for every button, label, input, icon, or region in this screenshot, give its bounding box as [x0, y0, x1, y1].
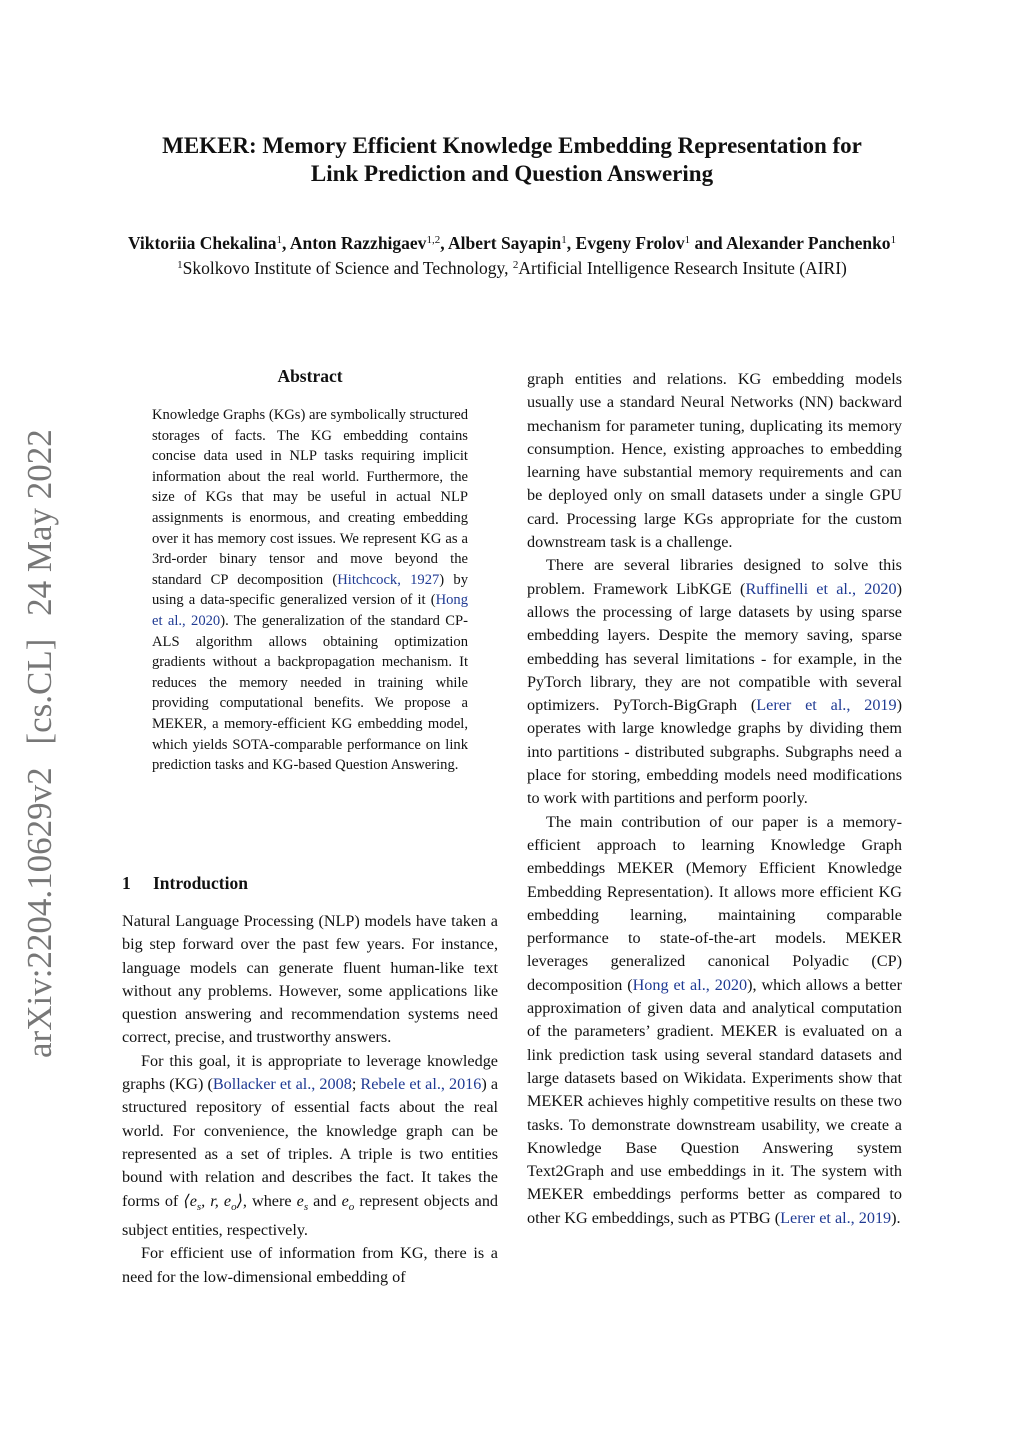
abstract-text: ). The generalization of the standard CP-ALS algorithm allows obtaining optimization gradients without a backpropagation mechanism. It reduces the memory needed in training while providing computational benefits. We propose a MEKER, a memory-efficient KG embedding model, which yields SOTA-comparable performance on link prediction tasks and KG-based Question Answering.: [152, 612, 468, 774]
paragraph-text: ), which allows a better approximation of given data and analytical computation of the parameters’ gradient. MEKER is evaluated on a link prediction task using several standard datasets and large datasets based on Wikidata. Experiments show that MEKER achieves highly competitive results on these two tasks. To demonstrate downstream usability, we create a Knowledge Base Question Answering system Text2Graph and use embeddings in it. The system with MEKER embeddings performs better as compared to other KG embeddings, such as PTBG (: [527, 975, 902, 1227]
paragraph-text: represent objects and subject entities, respectively.: [122, 1191, 499, 1240]
author-affil-mark: 1: [276, 234, 283, 246]
math-part: e: [296, 1191, 304, 1210]
citation-link[interactable]: Hong et al., 2020: [632, 975, 748, 994]
author-list: Viktoriia Chekalina$^1$, Anton Razzhigaev$^{1,2}$, Albert Sayapin$^1$, Evgeny Frolov$^1$ and Alexander Panchenko$^1$: [127, 233, 897, 253]
math-part: ⟨e: [183, 1191, 197, 1210]
paragraph: graph entities and relations. KG embedding models usually use a standard Neural Networks (NN) backward mechanism for parameter tuning, duplicating its memory consumption. Hence, existing approaches to embedding learning have substantial memory requirements and can be deployed only on small datasets under a single GPU card. Processing large KGs appropriate for the custom downstream task is a challenge.: [527, 370, 902, 552]
paragraph: Natural Language Processing (NLP) models have taken a big step forward over the past few years. For instance, language models can generate fluent human-like text without any problems. However, some applications like question answering and recommendation systems need correct, precise, and trustworthy answers.: [122, 912, 498, 1047]
paragraph: [122, 1050, 498, 1243]
left-column: [122, 910, 498, 1289]
math-sub: o: [231, 1200, 237, 1213]
abstract-heading: Abstract: [277, 366, 343, 386]
right-column: [527, 368, 902, 1230]
paragraph-text: ) operates with large knowledge graphs by dividing them into partitions - distributed subgraphs. Subgraphs need a place for storing, embedding models need modifications to work with partitions and perform poorly.: [527, 696, 902, 808]
author-name: Albert Sayapin: [447, 233, 562, 253]
paper-title: [0, 132, 1024, 188]
math-sub: s: [196, 1200, 202, 1213]
citation-link[interactable]: Lerer et al., 2019: [780, 1208, 892, 1227]
paragraph-text: and: [308, 1191, 342, 1210]
citation-link[interactable]: Lerer et al., 2019: [756, 696, 897, 715]
section-heading: [122, 873, 248, 894]
math-triple: [183, 1191, 243, 1213]
paragraph-text: ) allows the processing of large datasets by using sparse embedding layers. Despite the memory saving, sparse embedding has several limitations - for example, in the PyTorch library, they are not compatible with several optimizers. PyTorch-BigGraph (: [527, 579, 902, 715]
arxiv-stamp: [18, 418, 62, 1058]
paragraph-text: For this goal, it is appropriate to leverage knowledge graphs (KG) (: [122, 1051, 498, 1094]
citation-link[interactable]: Hong et al., 2020: [152, 592, 468, 629]
paragraph-text: , where: [242, 1191, 297, 1210]
author-name: Alexander Panchenko: [726, 233, 891, 253]
affiliation-1: Skolkovo Institute of Science and Technology,: [182, 258, 509, 278]
citation-link[interactable]: Ruffinelli et al., 2020: [745, 579, 897, 598]
paragraph-text: ) a structured repository of essential facts about the real world. For convenience, the knowledge graph can be represented as a set of triples. A triple is two entities bound with relation and describes the fact. It takes the forms of: [122, 1075, 499, 1210]
title-line-1: MEKER: Memory Efficient Knowledge Embedding Representation for: [162, 133, 862, 158]
affil-mark: 1: [177, 259, 183, 271]
paragraph: For efficient use of information from KG, there is a need for the low-dimensional embedding of: [122, 1244, 498, 1286]
section-title: Introduction: [153, 873, 248, 893]
affiliation-2: Artificial Intelligence Research Insitute (AIRI): [518, 258, 847, 278]
title-line-2: Link Prediction and Question Answering: [310, 161, 714, 186]
citation-link[interactable]: Rebele et al., 2016: [360, 1075, 482, 1094]
arxiv-id: arXiv:2204.10629v2: [20, 767, 59, 1058]
author-affil-mark: 1,2: [426, 234, 441, 246]
math-sub: s: [303, 1200, 309, 1213]
math-sub: o: [348, 1200, 355, 1213]
section-number: 1: [122, 873, 131, 893]
paragraph-text: ).: [891, 1208, 901, 1227]
citation-link[interactable]: Hitchcock, 1927: [337, 571, 440, 588]
paragraph-text: There are several libraries designed to solve this problem. Framework LibKGE (: [527, 556, 902, 598]
author-affil-mark: 1: [890, 234, 897, 246]
math-part: , r, e: [201, 1191, 232, 1210]
author-affil-mark: 1: [684, 234, 691, 246]
author-name: Evgeny Frolov: [575, 233, 685, 253]
paragraph-text: The main contribution of our paper is a memory-efficient approach to learning Knowledge Graph embeddings MEKER (Memory Efficient Knowledge Embedding Representation). It allows more efficient KG embedding learning, maintaining comparable performance to state-of-the-art models. MEKER leverages generalized canonical Polyadic (CP) decomposition (: [527, 812, 902, 994]
abstract-text: ) by using a data-specific generalized version of it (: [152, 571, 468, 609]
math-es: [296, 1191, 309, 1213]
author-name: Anton Razzhigaev: [289, 233, 427, 253]
math-part: e: [341, 1191, 349, 1210]
author-name: Viktoriia Chekalina: [127, 233, 277, 253]
author-affil-mark: 1: [561, 234, 567, 246]
paragraph: [527, 554, 902, 810]
abstract-text: Knowledge Graphs (KGs) are symbolically structured storages of facts. The KG embedding contains concise data used in NLP tasks requiring implicit information about the real world. Furthermore, the size of KGs that may be useful in actual NLP assignments is enormous, and creating embedding over it has memory cost issues. We represent KG as a 3rd-order binary tensor and move beyond the standard CP decomposition (: [152, 407, 468, 588]
math-part: ⟩: [236, 1191, 243, 1210]
abstract-body: [152, 405, 468, 776]
paragraph: [527, 811, 902, 1230]
arxiv-category: [cs.CL]: [20, 638, 59, 745]
citation-link[interactable]: Bollacker et al., 2008: [212, 1075, 352, 1094]
arxiv-date: 24 May 2022: [20, 429, 59, 616]
citation-separator: ;: [351, 1075, 361, 1094]
math-eo: [341, 1191, 355, 1213]
affiliations: [0, 258, 1024, 279]
affil-mark: 2: [512, 259, 519, 271]
